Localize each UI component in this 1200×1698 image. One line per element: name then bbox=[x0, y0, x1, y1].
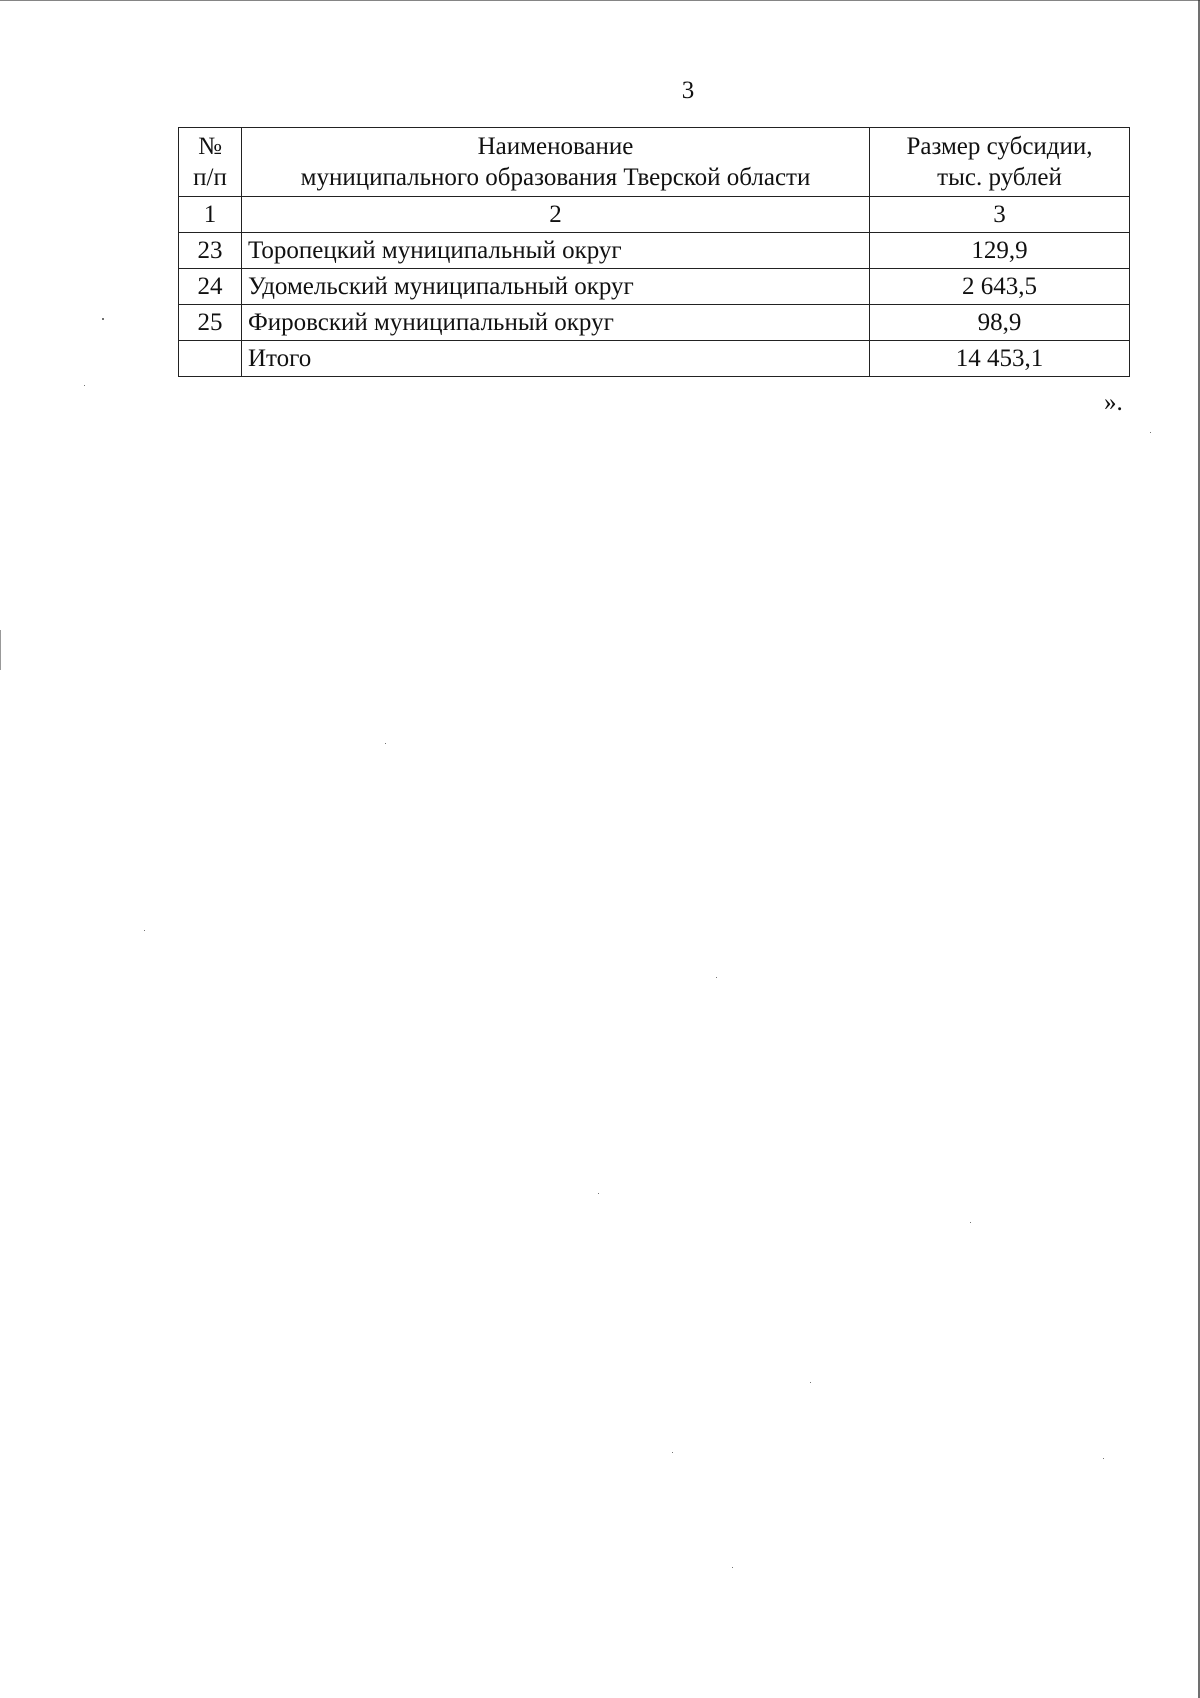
scan-edge-left bbox=[0, 630, 1, 670]
header-municipality-line2: муниципального образования Тверской области bbox=[300, 164, 811, 191]
column-number-row bbox=[179, 197, 1130, 233]
column-number-cell: 1 bbox=[179, 197, 242, 233]
scan-speck bbox=[716, 977, 717, 978]
header-subsidy-line2: тыс. рублей bbox=[937, 164, 1062, 191]
row-number bbox=[179, 341, 242, 377]
scan-speck bbox=[1103, 1458, 1104, 1459]
subsidy-amount: 2 643,5 bbox=[870, 269, 1130, 305]
page-number-text: 3 bbox=[681, 77, 695, 104]
table-row bbox=[179, 305, 1130, 341]
subsidy-amount: 98,9 bbox=[870, 305, 1130, 341]
header-number bbox=[179, 128, 242, 197]
municipality-name: Торопецкий муниципальный округ bbox=[242, 233, 870, 269]
scan-speck bbox=[84, 385, 85, 386]
total-amount: 14 453,1 bbox=[870, 341, 1130, 377]
column-number-cell: 2 bbox=[242, 197, 870, 233]
header-number-line2: п/п bbox=[193, 164, 227, 191]
page-number bbox=[0, 76, 1200, 106]
row-number: 23 bbox=[179, 233, 242, 269]
scan-speck bbox=[732, 1567, 733, 1568]
municipality-name: Удомельский муниципальный округ bbox=[242, 269, 870, 305]
header-subsidy-line1: Размер субсидии, bbox=[906, 133, 1093, 160]
scan-speck bbox=[102, 318, 104, 320]
total-row bbox=[179, 341, 1130, 377]
scan-speck bbox=[144, 930, 145, 931]
table-row bbox=[179, 233, 1130, 269]
table-header-row bbox=[179, 128, 1130, 197]
scan-speck bbox=[1150, 432, 1151, 433]
scan-speck bbox=[970, 1222, 971, 1223]
header-subsidy bbox=[870, 128, 1130, 197]
scan-edge-top bbox=[0, 0, 1200, 1]
total-label: Итого bbox=[242, 341, 870, 377]
header-number-line1: № bbox=[198, 133, 222, 160]
scan-speck bbox=[598, 1193, 599, 1194]
table-row bbox=[179, 269, 1130, 305]
municipality-name: Фировский муниципальный округ bbox=[242, 305, 870, 341]
scan-speck bbox=[385, 743, 386, 744]
row-number: 25 bbox=[179, 305, 242, 341]
scan-speck bbox=[672, 1452, 673, 1453]
row-number: 24 bbox=[179, 269, 242, 305]
header-municipality-line1: Наименование bbox=[477, 133, 634, 160]
column-number-cell: 3 bbox=[870, 197, 1130, 233]
header-municipality bbox=[242, 128, 870, 197]
subsidy-table bbox=[178, 127, 1130, 377]
closing-quote: ». bbox=[1104, 389, 1123, 416]
subsidy-amount: 129,9 bbox=[870, 233, 1130, 269]
scan-speck bbox=[810, 1382, 811, 1383]
